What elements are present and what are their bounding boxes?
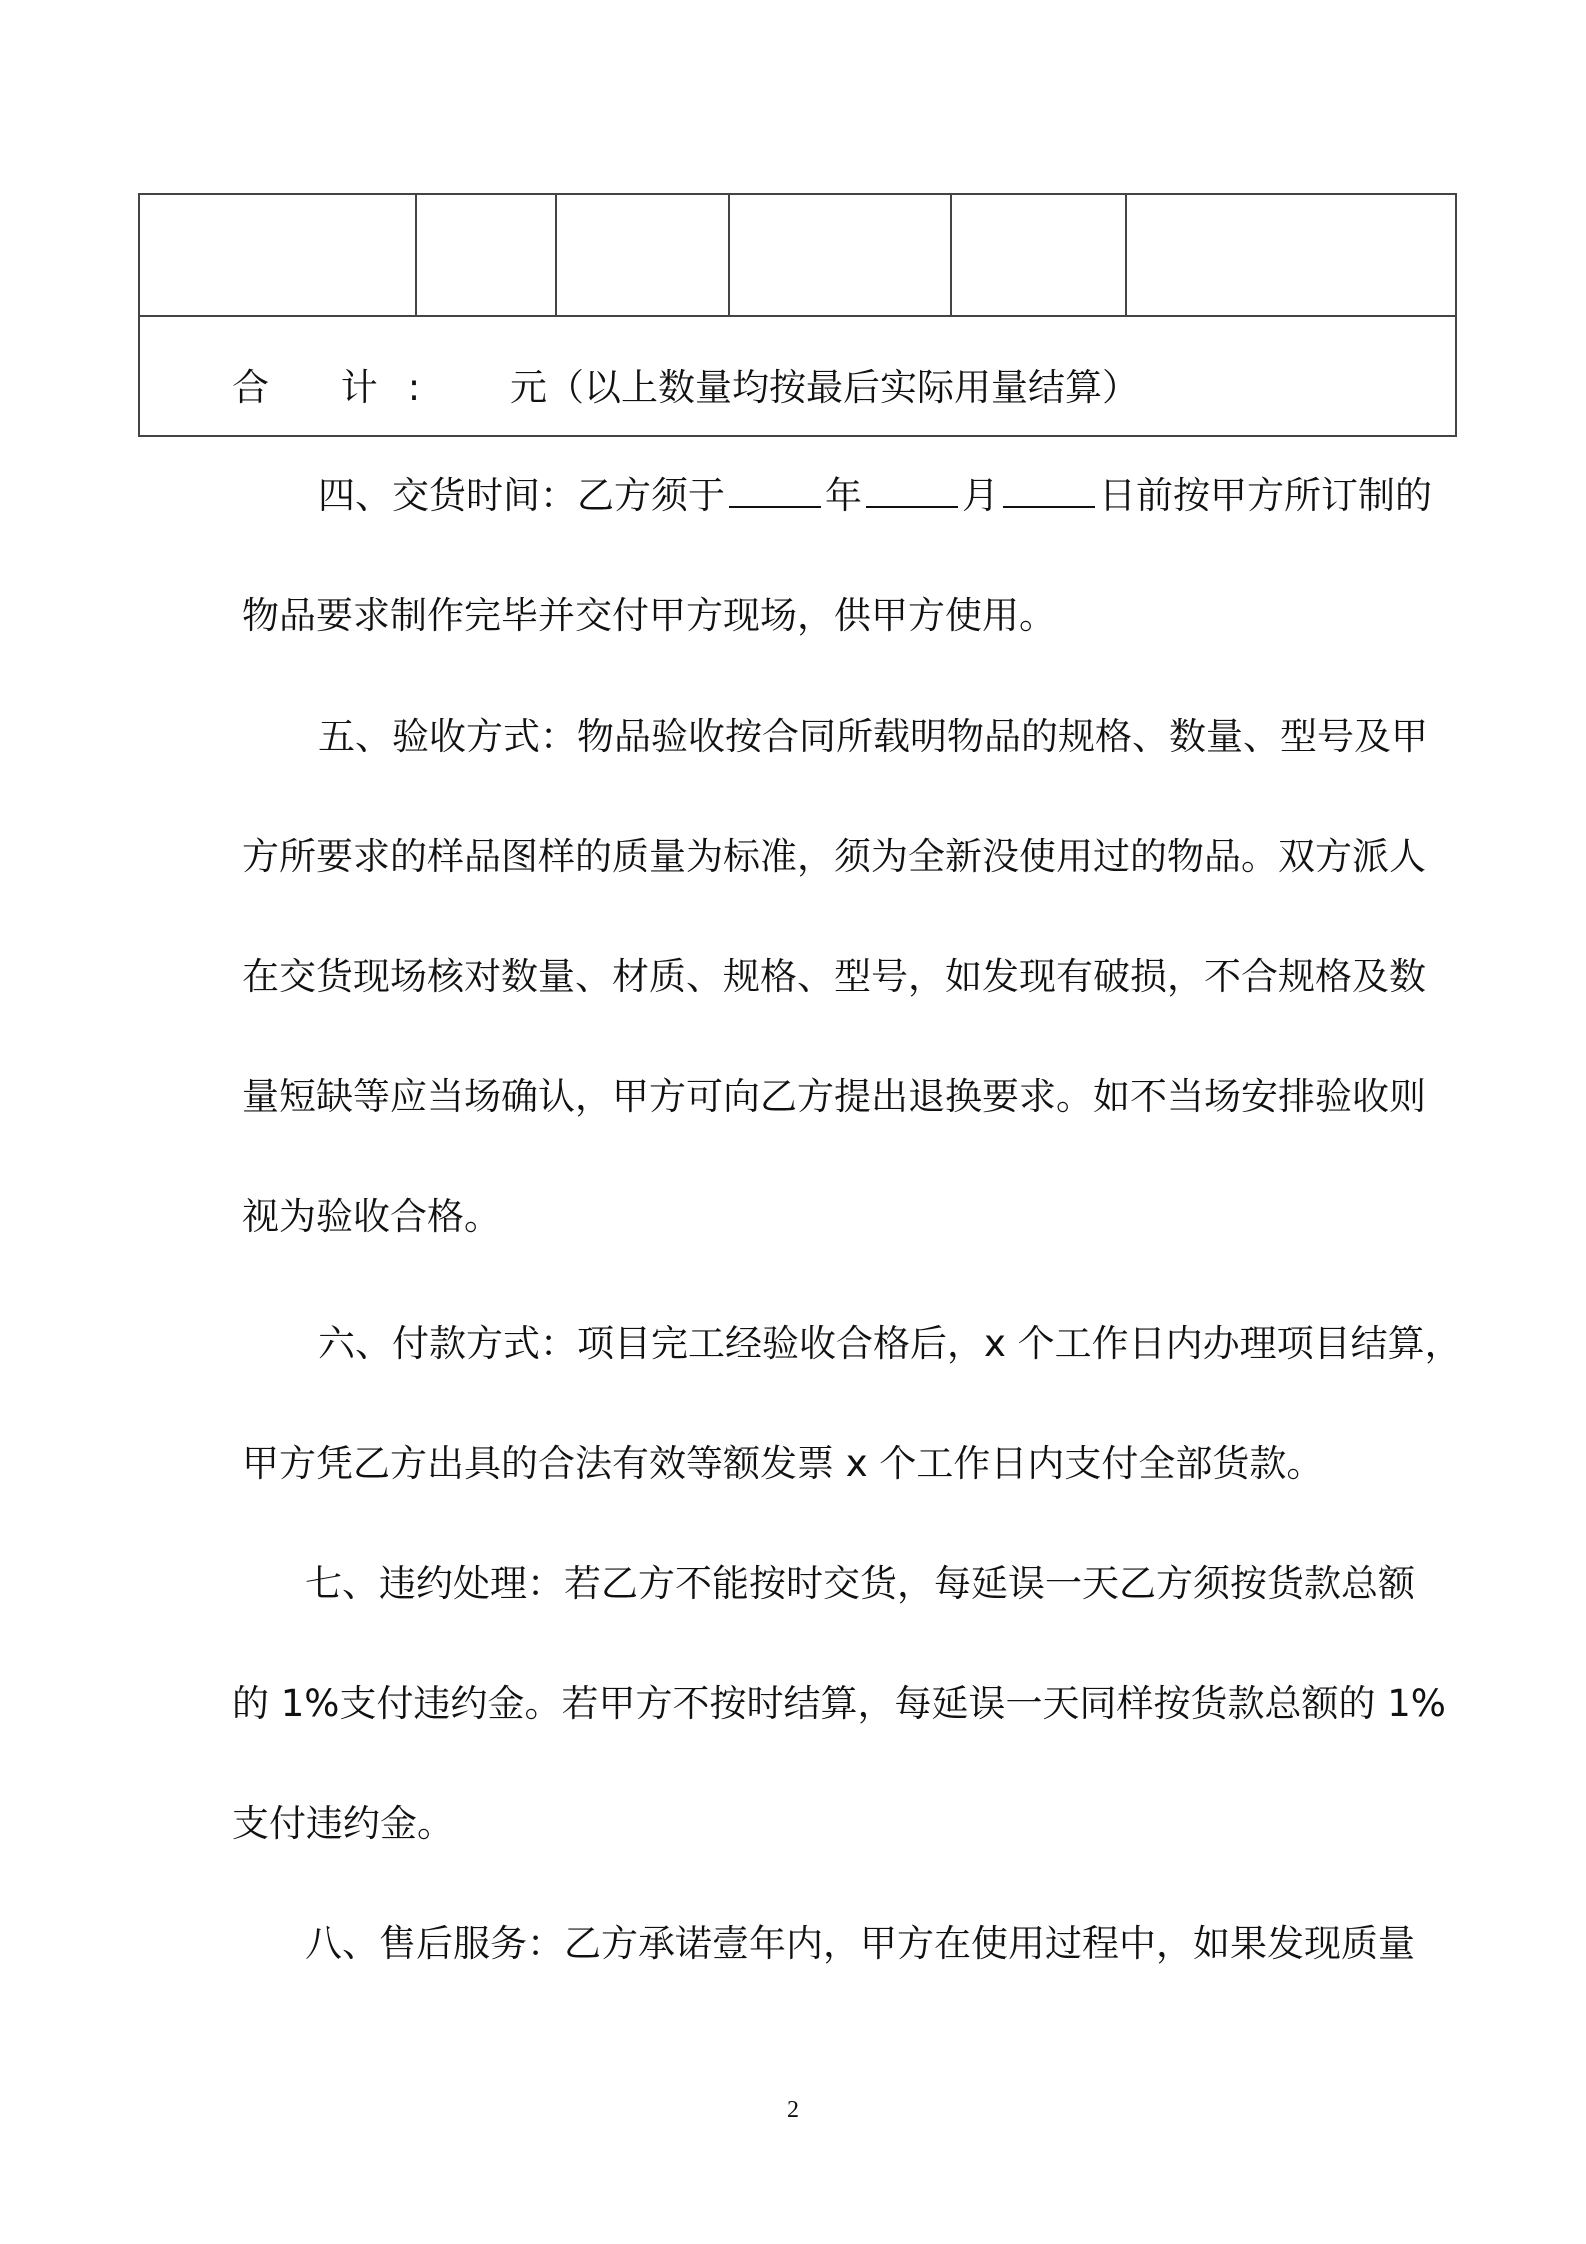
section-7-line-2: 的 1%支付违约金。若甲方不按时结算，每延误一天同样按货款总额的 1% <box>232 1682 1446 1725</box>
section-4-prefix: 四、交货时间：乙方须于 <box>318 474 725 517</box>
total-label: 合 计: <box>232 366 451 409</box>
section-5-line-4: 量短缺等应当场确认，甲方可向乙方提出退换要求。如不当场安排验收则 <box>242 1075 1426 1118</box>
section-4-line-2: 物品要求制作完毕并交付甲方现场，供甲方使用。 <box>242 594 1056 637</box>
total-amount-note: 元（以上数量均按最后实际用量结算） <box>510 366 1139 409</box>
table-column-divider <box>728 195 730 315</box>
section-8-line-1: 八、售后服务：乙方承诺壹年内，甲方在使用过程中，如果发现质量 <box>305 1922 1415 1965</box>
section-7-line-3: 支付违约金。 <box>232 1802 454 1845</box>
section-5-line-1: 五、验收方式：物品验收按合同所载明物品的规格、数量、型号及甲 <box>318 715 1428 758</box>
section-4-line-1 <box>318 474 1432 517</box>
section-6-line-1: 六、付款方式：项目完工经验收合格后，x 个工作日内办理项目结算， <box>318 1322 1462 1365</box>
table-column-divider <box>1125 195 1127 315</box>
year-label: 年 <box>825 474 862 517</box>
section-6-line-2: 甲方凭乙方出具的合法有效等额发票 x 个工作日内支付全部货款。 <box>242 1442 1324 1485</box>
month-label: 月 <box>962 474 999 517</box>
section-7-line-1: 七、违约处理：若乙方不能按时交货，每延误一天乙方须按货款总额 <box>305 1562 1415 1605</box>
section-5-line-2: 方所要求的样品图样的质量为标准，须为全新没使用过的物品。双方派人 <box>242 835 1426 878</box>
month-blank <box>866 476 958 508</box>
year-blank <box>729 476 821 508</box>
table-total-row <box>140 317 1455 437</box>
table-column-divider <box>555 195 557 315</box>
table-column-divider <box>950 195 952 315</box>
day-blank <box>1003 476 1095 508</box>
section-4-suffix: 日前按甲方所订制的 <box>1099 474 1432 517</box>
items-table <box>138 193 1457 437</box>
table-column-divider <box>415 195 417 315</box>
section-5-line-3: 在交货现场核对数量、材质、规格、型号，如发现有破损，不合规格及数 <box>242 955 1426 998</box>
page-number: 2 <box>787 2097 799 2123</box>
section-5-line-5: 视为验收合格。 <box>242 1195 501 1238</box>
table-empty-row <box>140 195 1455 317</box>
